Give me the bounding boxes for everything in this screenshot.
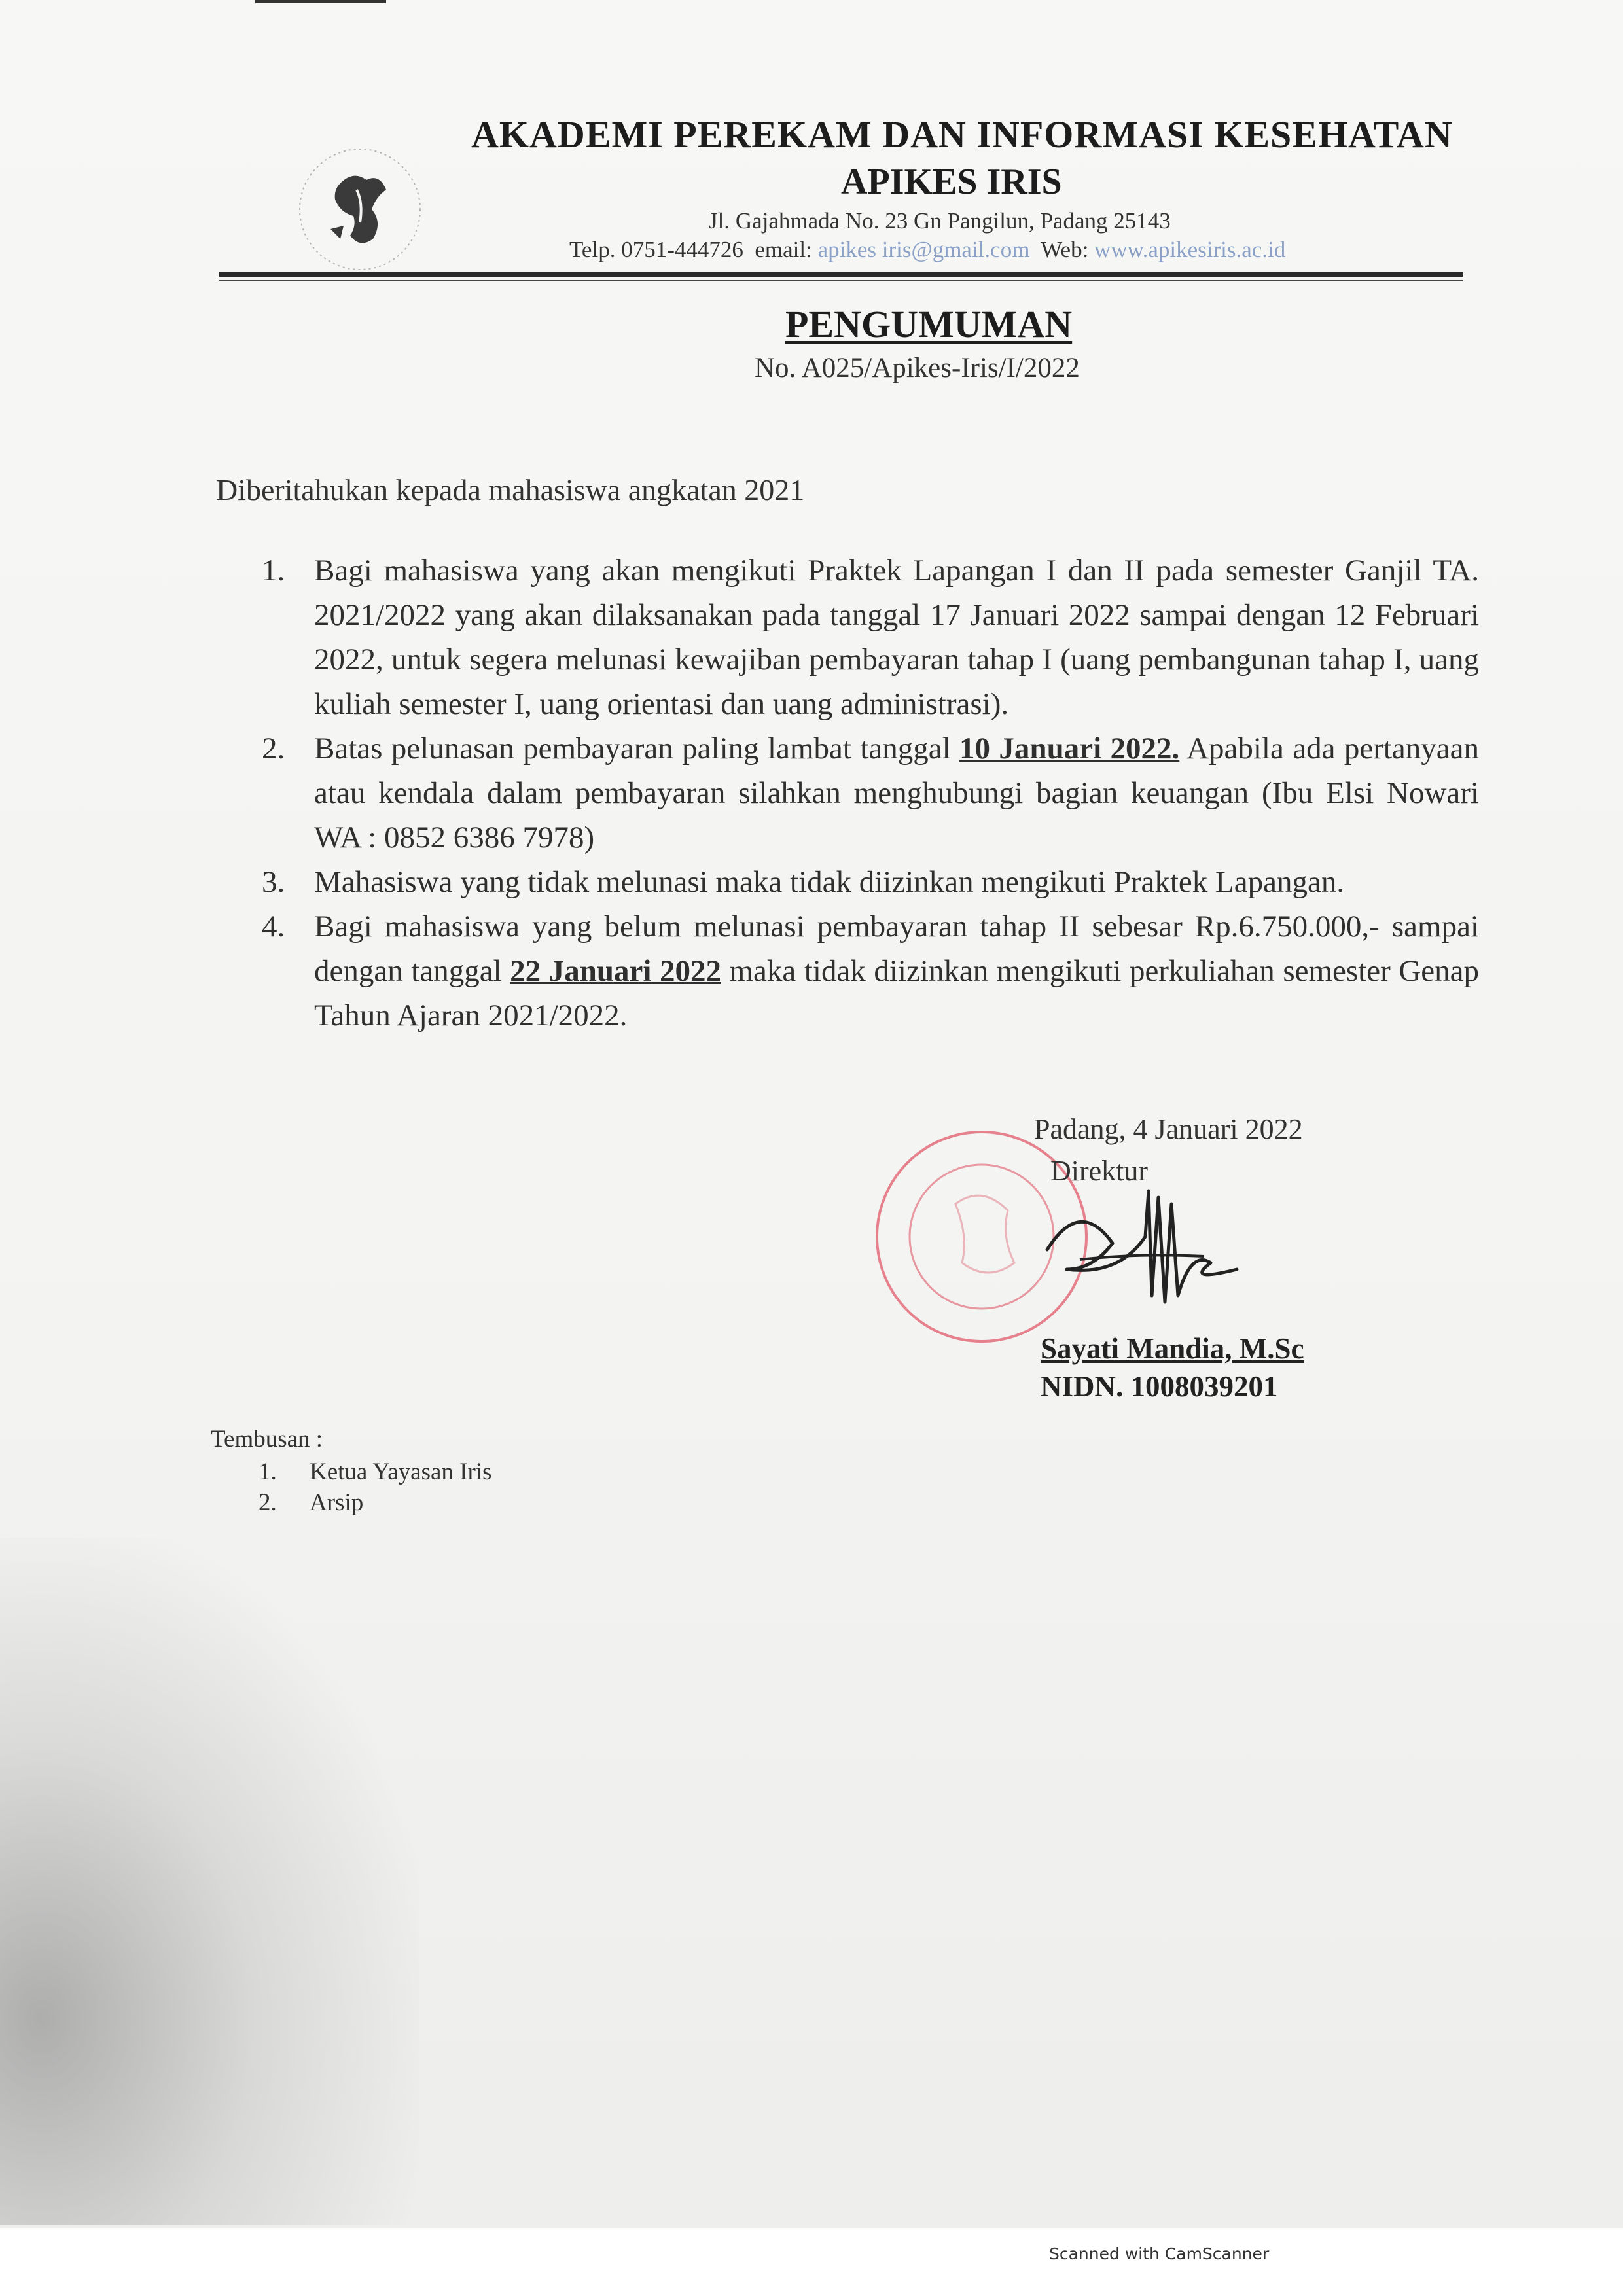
- list-item: 4. Bagi mahasiswa yang belum melunasi pembayaran tahap II sebesar Rp.6.750.000,- sampai dengan tanggal 22 Januari 2022 maka tidak diizinkan mengikuti perkuliahan semester Genap Tahun Ajaran 2021/2022.: [262, 910, 1479, 1033]
- institution-address: Jl. Gajahmada No. 23 Gn Pangilun, Padang 25143: [709, 208, 1171, 234]
- cc-label: Tembusan :: [211, 1426, 323, 1453]
- web-label: Web:: [1041, 237, 1089, 262]
- email-label: email:: [755, 237, 812, 262]
- signature-place-date: Padang, 4 Januari 2022: [1034, 1113, 1303, 1145]
- list-item: 1. Bagi mahasiswa yang akan mengikuti Praktek Lapangan I dan II pada semester Ganjil TA. 2021/2022 yang akan dilaksanakan pada tanggal 17 Januari 2022 sampai dengan 12 Februari 2022, untuk segera melunasi kewajiban pembayaran tahap I (uang pembangunan tahap I, uang kuliah semester I, uang orientasi dan uang administrasi).: [262, 554, 1479, 721]
- scanner-watermark: Scanned with CamScanner: [1049, 2244, 1270, 2263]
- institution-name: AKADEMI PEREKAM DAN INFORMASI KESEHATAN: [471, 113, 1453, 156]
- header-rule-thick: [219, 272, 1463, 277]
- cc-list: [259, 1457, 491, 1518]
- deadline-date: 22 Januari 2022: [510, 954, 721, 988]
- web-link[interactable]: www.apikesiris.ac.id: [1094, 237, 1286, 262]
- header-rule-thin: [219, 280, 1463, 281]
- signature-role: Direktur: [1050, 1155, 1149, 1187]
- announcement-number: No. A025/Apikes-Iris/I/2022: [755, 353, 1080, 383]
- scan-edge-line: [255, 0, 386, 3]
- institution-contact: [569, 237, 1285, 263]
- scan-shadow: [0, 1538, 419, 2225]
- announcement-title: PENGUMUMAN: [785, 303, 1073, 345]
- announcement-list: [262, 548, 1479, 1038]
- cc-item: 2. Arsip: [259, 1489, 364, 1516]
- institution-short-name: APIKES IRIS: [841, 162, 1062, 202]
- director-signature: [1041, 1171, 1263, 1328]
- intro-text: Diberitahukan kepada mahasiswa angkatan 2021: [216, 473, 805, 506]
- signatory-name: Sayati Mandia, M.Sc: [1041, 1332, 1304, 1365]
- cc-item: 1. Ketua Yayasan Iris: [259, 1458, 492, 1485]
- deadline-date: 10 Januari 2022.: [959, 732, 1180, 766]
- scan-footer-band: [0, 2228, 1623, 2296]
- email-link[interactable]: apikes iris@gmail.com: [817, 237, 1030, 262]
- list-item: 3. Mahasiswa yang tidak melunasi maka tidak diizinkan mengikuti Praktek Lapangan.: [262, 865, 1345, 899]
- telp: Telp. 0751-444726: [569, 237, 743, 262]
- list-item: 2. Batas pelunasan pembayaran paling lambat tanggal 10 Januari 2022. Apabila ada pertanyaan atau kendala dalam pembayaran silahkan menghubungi bagian keuangan (Ibu Elsi Nowari WA : 0852 6386 7978): [262, 732, 1480, 855]
- signatory-nidn: NIDN. 1008039201: [1041, 1370, 1278, 1403]
- institution-logo: [294, 144, 425, 275]
